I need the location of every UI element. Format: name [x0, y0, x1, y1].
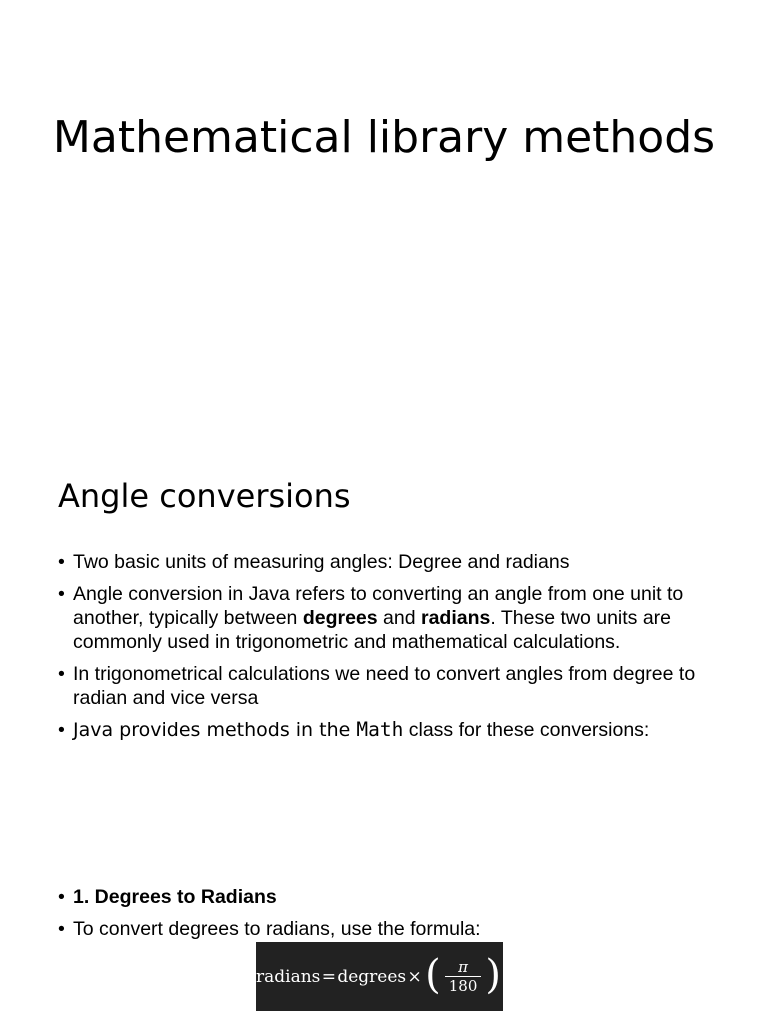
bullet-text: Java provides methods in the: [73, 719, 357, 741]
inline-code: Math: [356, 718, 404, 741]
bold-term-degrees: degrees: [302, 607, 378, 629]
bullet-item: [58, 885, 718, 909]
bullet-text: . These two units are commonly used in trigonometric and mathematical calculations.: [73, 607, 672, 653]
bullet-item: [58, 917, 718, 941]
bullet-marker: •: [58, 719, 65, 741]
bullet-marker: •: [58, 551, 65, 573]
bullet-marker: •: [58, 918, 65, 940]
bullet-marker: •: [58, 886, 65, 908]
section-heading: Angle conversions: [58, 477, 351, 515]
bullet-text: class for these conversions:: [403, 719, 650, 741]
slide-title: Mathematical library methods: [52, 112, 716, 163]
bullet-text: In trigonometrical calculations we need to convert angles from degree to radian and vice versa: [73, 663, 696, 709]
formula-fraction: [445, 958, 482, 995]
formula-times: ×: [407, 966, 422, 987]
bullet-marker: •: [58, 663, 65, 685]
formula-denominator: 180: [448, 977, 478, 995]
formula-close-paren: ): [485, 951, 501, 998]
bullet-list: [58, 550, 718, 750]
formula-lhs: radians: [256, 966, 321, 987]
bold-term-radians: radians: [420, 607, 491, 629]
bullet-item: [58, 718, 718, 742]
bullet-text: Angle conversion in Java refers to converting an angle from one unit to another, typically between: [73, 583, 684, 629]
bullet-text: To convert degrees to radians, use the formula:: [73, 918, 481, 940]
formula-equals: =: [321, 966, 336, 987]
formula-open-paren: (: [425, 951, 441, 998]
formula-image: [256, 942, 503, 1011]
bullet-marker: •: [58, 583, 65, 605]
bullet-item: [58, 582, 718, 654]
bullet-item: [58, 550, 718, 574]
formula-numerator: π: [458, 958, 468, 976]
bullet-text: Two basic units of measuring angles: Degree and radians: [73, 551, 570, 573]
formula-degrees: degrees: [337, 966, 407, 987]
bullet-text: and: [377, 607, 421, 629]
bullet-list-conversions: [58, 885, 718, 949]
subheading-degrees-to-radians: 1. Degrees to Radians: [73, 886, 277, 908]
bullet-item: [58, 662, 718, 710]
